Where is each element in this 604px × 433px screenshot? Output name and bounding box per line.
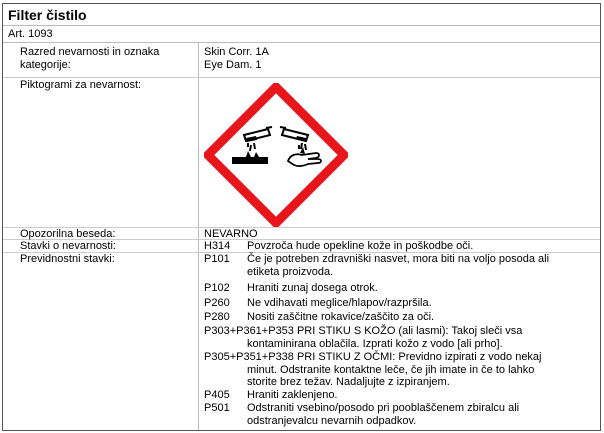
precaution-text: Nositi zaščitne rokavice/zaščito za oči. bbox=[247, 311, 435, 323]
precaution-text: P303+P361+P353 PRI STIKU S KOŽO (ali lasmi): Takoj sleči vsa bbox=[204, 325, 523, 337]
precaution-text: Odstraniti vsebino/posodo pri pooblaščenem zbiralcu ali bbox=[247, 402, 520, 414]
precaution-text: minut. Odstranite kontaktne leče, če jih imate in če to lahko bbox=[247, 363, 535, 376]
hazard-statement-h314 bbox=[204, 240, 599, 253]
precaution-text: Hraniti zaklenjeno. bbox=[247, 389, 338, 401]
precaution-text: Hraniti zunaj dosega otrok. bbox=[247, 282, 378, 294]
hazard-text: Povzroča hude opekline kože in poškodbe oči. bbox=[247, 240, 474, 252]
precaution-p280 bbox=[204, 311, 599, 324]
signal-word-label: Opozorilna beseda: bbox=[20, 228, 116, 240]
hazard-code: H314 bbox=[204, 240, 231, 252]
pictograms-label: Piktogrami za nevarnost: bbox=[20, 79, 142, 91]
product-title: Filter čistilo bbox=[3, 4, 600, 26]
precaution-text: odstranjevalcu nevarnih odpadkov. bbox=[247, 414, 417, 427]
signal-word-value: NEVARNO bbox=[204, 228, 258, 240]
precaution-text: Če je potreben zdravniški nasvet, mora biti na voljo posoda ali bbox=[247, 253, 550, 265]
precaution-code: P405 bbox=[204, 389, 230, 401]
precaution-p405 bbox=[204, 389, 599, 402]
precaution-text: Ne vdihavati meglice/hlapov/razpršila. bbox=[247, 297, 432, 309]
precaution-p102 bbox=[204, 282, 599, 295]
column-divider bbox=[198, 43, 199, 430]
precaution-p260 bbox=[204, 297, 599, 310]
precaution-text: kontaminirana oblačila. Izprati kožo z vodo [ali prho]. bbox=[247, 337, 503, 350]
precaution-code: P260 bbox=[204, 297, 230, 309]
precaution-text: etiketa proizvoda. bbox=[247, 265, 334, 278]
precaution-code: P101 bbox=[204, 253, 230, 265]
precaution-p101 bbox=[204, 253, 599, 279]
precautionary-statements-label: Previdnostni stavki: bbox=[20, 253, 115, 265]
precaution-p305 bbox=[204, 351, 599, 389]
hazard-class-line1: Skin Corr. 1A bbox=[204, 46, 269, 58]
ghs05-corrosion-icon bbox=[204, 83, 348, 227]
precaution-text: P305+P351+P338 PRI STIKU Z OČMI: Previdno izpirati z vodo nekaj bbox=[204, 351, 542, 363]
row-divider bbox=[3, 77, 600, 78]
precaution-code: P280 bbox=[204, 311, 230, 323]
precaution-p501 bbox=[204, 402, 599, 428]
precaution-code: P102 bbox=[204, 282, 230, 294]
hazard-class-label: Razred nevarnosti in oznaka kategorije: bbox=[20, 46, 160, 71]
hazard-statements-label: Stavki o nevarnosti: bbox=[20, 240, 116, 252]
hazard-class-line2: Eye Dam. 1 bbox=[204, 59, 262, 71]
precaution-code: P501 bbox=[204, 402, 230, 414]
safety-label-sheet bbox=[2, 3, 601, 431]
precaution-text: storite brez težav. Nadaljujte z izpiranjem. bbox=[247, 376, 450, 388]
article-number: Art. 1093 bbox=[3, 26, 600, 43]
precaution-p303 bbox=[204, 325, 599, 351]
